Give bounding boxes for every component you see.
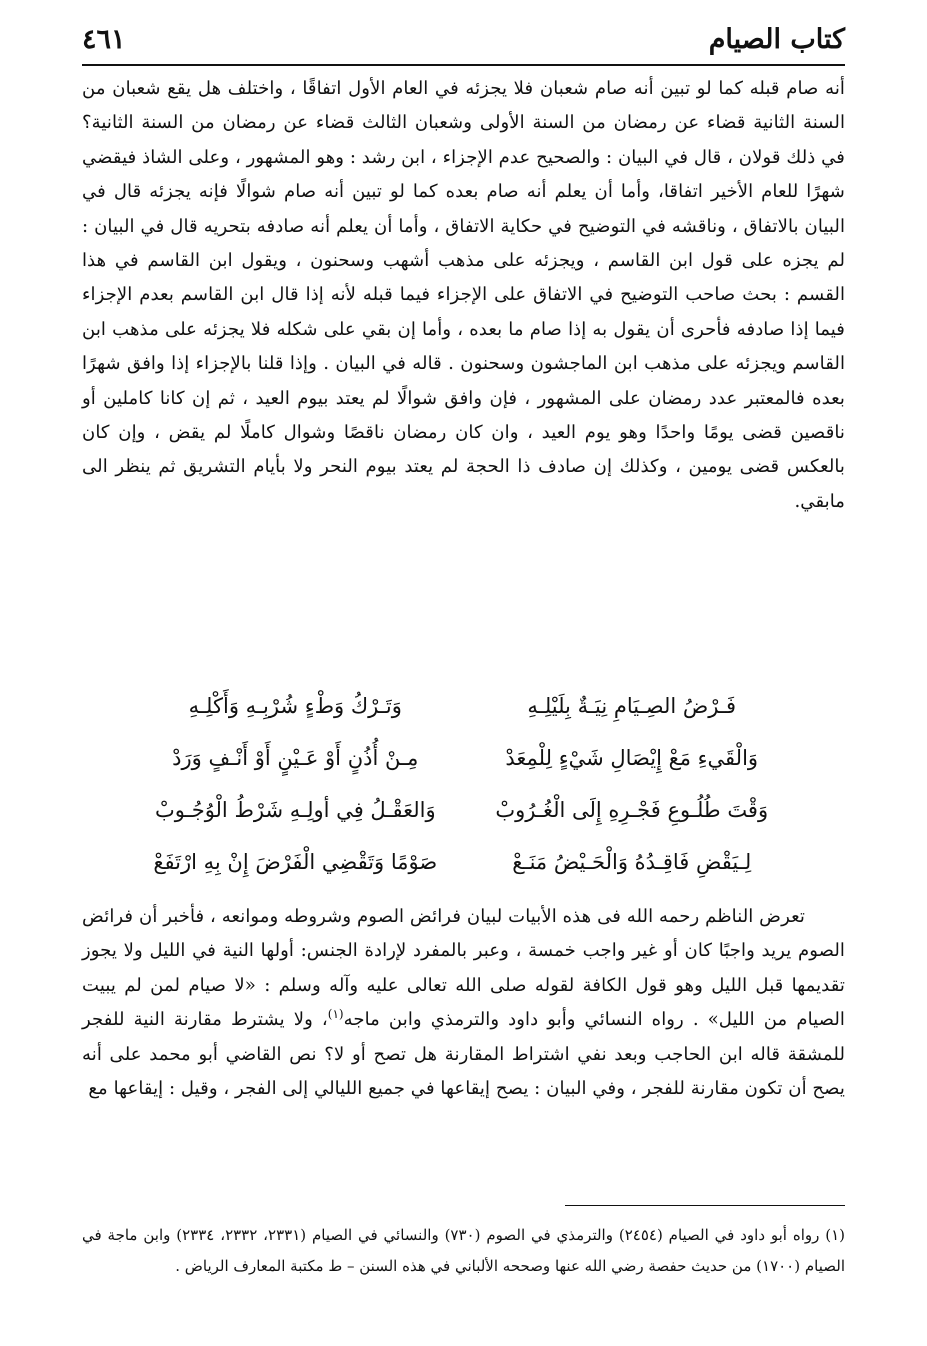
poem-verse	[140, 680, 787, 732]
chapter-title: كتاب الصيام	[708, 24, 845, 55]
verse-second-hemistich: صَوْمًا وَتَقْضِي الْفَرْضَ إِنْ بِهِ ارْتَفَعْ	[153, 850, 438, 874]
verse-second-hemistich: وَالعَقْـلُ فِي أولِـهِ شَرْطُ الْوُجُـوبْ	[154, 798, 436, 822]
commentary-text-part: تعرض الناظم رحمه الله فى هذه الأبيات لبيان فرائض الصوم وشروطه وموانعه ، فأخبر أن فرائض الصوم يريد واجبًا كان أو غير واجب خمسة ، وعبر بالمفرد لإرادة الجنس: أولها النية في الليل ولا يجوز تقديمها قبل الليل وهو قول الكافة لقوله صلى الله تعالى عليه وآله وسلم : «لا صيام لمن لم يبيت الصيام من الليل» . رواه النسائي وأبو داود والترمذي وابن ماجه	[82, 906, 845, 1031]
footnote-divider	[565, 1205, 845, 1206]
footnote-text: (١) رواه أبو داود في الصيام (٢٤٥٤) والترمذي في الصوم (٧٣٠) والنسائي في الصيام (٢٣٣١، ٢٣٣٢، ٢٣٣٤) وابن ماجة في الصيام (١٧٠٠) من حديث حفصة رضي الله عنها وصححه الألباني في هذه السنن – ط مكتبة المعارف الرياض .	[82, 1226, 846, 1275]
page-number: ٤٦١	[82, 24, 126, 55]
verse-first-hemistich: وَقْتَ طُلُـوعِ فَجْـرِهِ إِلَى الْغُـرُوبْ	[495, 798, 769, 822]
footnote-reference[interactable]: (١)	[327, 1007, 344, 1022]
poem	[140, 680, 787, 888]
commentary-paragraph	[82, 900, 845, 1106]
poem-verse	[140, 836, 787, 888]
running-header	[82, 22, 845, 62]
verse-second-hemistich: مِـنْ أُذُنٍ أَوْ عَـيْنٍ أَوْ أَنْـفٍ وَرَدْ	[172, 746, 419, 770]
poem-verse	[140, 784, 787, 836]
header-divider	[82, 64, 845, 66]
verse-first-hemistich: وَالْقَيءِ مَعْ إِيْصَالِ شَيْءٍ لِلْمِعَدْ	[505, 746, 759, 770]
verse-first-hemistich: فَـرْضُ الصِـيَامِ نِيَـةٌ بِلَيْلِـهِ	[527, 694, 737, 718]
commentary-text-part: ، ولا يشترط مقارنة النية للفجر للمشقة قاله ابن الحاجب وبعد نفي اشتراط المقارنة هل تصح أو لا؟ نص القاضي أبو محمد على أنه يصح أن تكون مقارنة للفجر ، وفي البيان : يصح إيقاعها في جميع الليالي إلى الفجر ، وقيل : إيقاعها مع	[82, 1009, 845, 1100]
verse-second-hemistich: وَتَـرْكُ وَطْءٍ شُرْبِـهِ وَأَكْلِـهِ	[188, 694, 402, 718]
commentary-text	[82, 900, 845, 1106]
poem-verse	[140, 732, 787, 784]
footnote	[82, 1220, 845, 1282]
main-text	[82, 72, 845, 519]
main-paragraph: أنه صام قبله كما لو تبين أنه صام شعبان فلا يجزئه في العام الأول اتفاقًا ، واختلف هل يقع شعبان من السنة الثانية قضاء عن رمضان من السنة الأولى وشعبان الثالث قضاء عن رمضان من السنة الثانية؟ في ذلك قولان ، قال في البيان : والصحيح عدم الإجزاء ، ابن رشد : وهو المشهور ، وعلى الشاذ فيقضي شهرًا للعام الأخير اتفاقا، وأما أن يعلم أنه صام بعده كما لو تبين أنه صام شوالًا فإنه يجزئه قال في البيان بالاتفاق ، وناقشه في التوضيح في حكاية الاتفاق ، وأما أن يعلم أنه صادفه بتحريه قال في البيان : لم يجزه على قول ابن القاسم ، ويجزئه على مذهب أشهب وسحنون ، ويقول ابن القاسم في هذا القسم : بحث صاحب التوضيح في الاتفاق على الإجزاء فيما قبله لأنه إذا قال ابن القاسم بعدم الإجزاء فيما إذا صادفه فأحرى أن يقول به إذا صام ما بعده ، وأما إن بقي على شكله فلا يجزئه على مذهب ابن القاسم ويجزئه على مذهب ابن الماجشون وسحنون . قاله في البيان . وإذا قلنا بالإجزاء إذا وافق شهرًا بعده فالمعتبر عدد رمضان على المشهور ، فإن وافق شوالًا لم يعتد بيوم العيد ، ثم إن كانا كاملين أو ناقصين قضى يومًا واحدًا وهو يوم العيد ، وان كان رمضان ناقصًا وشوال كاملًا لم يقض ، وإن كان بالعكس قضى يومين ، وكذلك إن صادف ذا الحجة لم يعتد بيوم النحر ولا بأيام التشريق ثم ينظر الى مابقي.	[82, 78, 845, 512]
verse-first-hemistich: لِـيَقْضِ فَاقِـدُهُ وَالْحَـيْضُ مَنَـعْ	[512, 850, 752, 874]
